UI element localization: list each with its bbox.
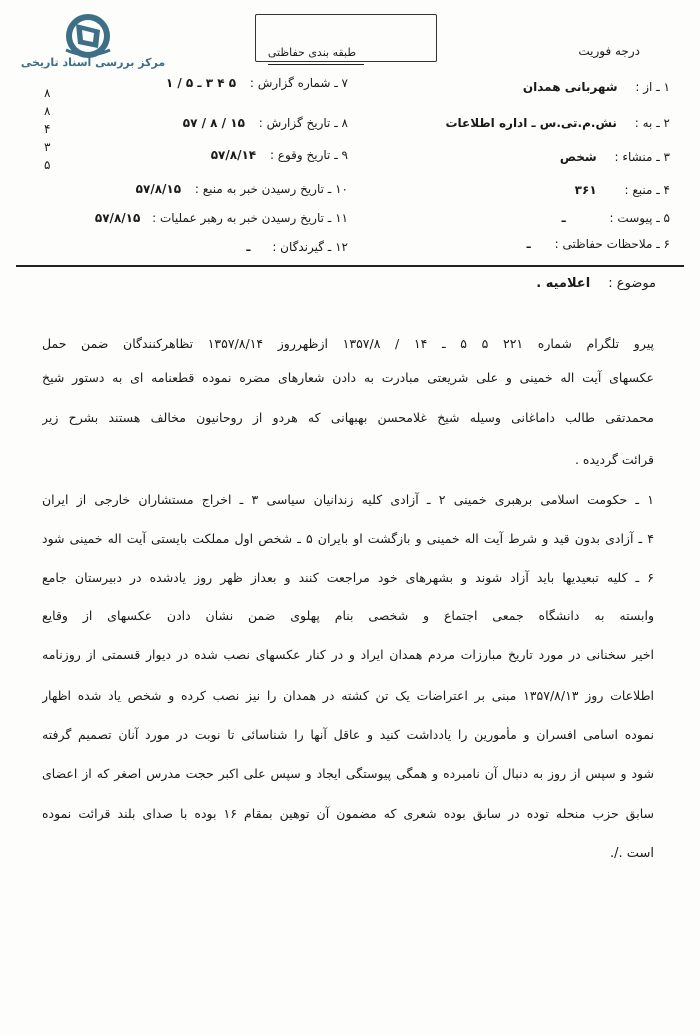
- header-divider: [16, 265, 684, 267]
- body-line: اخیر سخنانی در مورد تاریخ مبارزات مردم همدان ایراد و در کنار عکسهای نصب شده در دیوار قسمتی از روزنامه: [42, 647, 654, 662]
- field-origin: [560, 150, 670, 164]
- field-label: ۳ ـ منشاء :: [614, 150, 670, 164]
- stamp-underline: [268, 64, 364, 65]
- side-mark: ۸: [44, 86, 51, 100]
- field-label: ۱ ـ از :: [635, 80, 670, 94]
- field-value: ـ: [246, 240, 251, 254]
- field-value: ۵۷/۸/۱۵: [94, 211, 141, 225]
- field-label: ۹ ـ تاریخ وقوع :: [269, 148, 348, 162]
- field-value: نش.م.تی.س ـ اداره اطلاعات: [445, 116, 617, 130]
- body-line: عکسهای آیت اله خمینی و علی شریعتی مبادرت به دادن شعارهای مضره نموده قطعنامه ای به دستور شیخ: [42, 370, 654, 385]
- body-line: شود و سپس از روز به دنبال آن نامبرده و همگی پیوستگی ایجاد و سپس علی اکبر حجت مدرس اصغر که از اعضای: [42, 766, 654, 781]
- urgency-label: درجه فوریت: [578, 44, 640, 58]
- subject-line: [536, 276, 656, 291]
- field-value: ـ: [561, 211, 566, 225]
- body-line: محمدتقی طالب داماغانی وسیله شیخ غلامحسن بهبهانی که هردو از روحانیون مخالف هستند بشرح زیر: [42, 410, 654, 425]
- side-mark: ۵: [44, 158, 51, 172]
- field-value: ۵۷/۸/۱۵: [135, 182, 182, 196]
- field-label: ۶ ـ ملاحظات حفاظتی :: [554, 237, 670, 251]
- field-value: ـ: [526, 237, 531, 251]
- body-line: ۶ ـ کلیه تبعیدیها باید آزاد شوند و بشهرهای خود مراجعت کنند و بعداز ظهر روز یادشده در دبیرستان جامع: [42, 570, 654, 585]
- side-mark: ۴: [44, 122, 51, 136]
- field-label: ۸ ـ تاریخ گزارش :: [258, 116, 348, 130]
- field-to: [445, 116, 670, 130]
- side-mark: ۸: [44, 104, 51, 118]
- field-label: ۷ ـ شماره گزارش :: [249, 76, 348, 90]
- body-line: نموده اسامی افسران و مأمورین را یادداشت کنید و عاقل آنها را شناسائی تا نوبت در مورد آنان تصمیم گرفته: [42, 727, 654, 742]
- field-event-date: [211, 148, 348, 162]
- classification-stamp-label: طبقه بندی حفاظتی: [267, 46, 357, 59]
- body-line: سابق حزب منحله توده در سابق بوده شعری که مضمون آن توهین بمقام ۱۶ بوده با صدای بلند قرائت نموده: [42, 806, 654, 821]
- field-value: ۵ ۴ ۳ ـ ۵ / ۱: [165, 76, 237, 90]
- field-report-number: [166, 76, 348, 90]
- side-mark: ۳: [44, 140, 51, 154]
- logo-caption: مرکز بررسی اسناد تاریخی: [20, 56, 166, 69]
- field-label: ۱۰ ـ تاریخ رسیدن خبر به منبع :: [194, 182, 348, 196]
- field-attachment: [562, 211, 670, 225]
- field-label: ۲ ـ به :: [634, 116, 670, 130]
- field-value: ۵۷/۸/۱۴: [210, 148, 257, 162]
- field-leader-received-date: [95, 211, 348, 225]
- body-line: ۱ ـ حکومت اسلامی برهبری خمینی ۲ ـ آزادی کلیه زندانیان سیاسی ۳ ـ اخراج مستشاران خارجی از ایران: [42, 492, 654, 507]
- field-value: شهربانی همدان: [522, 80, 618, 94]
- field-from: [523, 80, 670, 94]
- field-label: ۵ ـ پیوست :: [609, 211, 670, 225]
- subject-label: موضوع :: [608, 276, 656, 291]
- field-recipients: [246, 240, 348, 254]
- field-label: ۱۲ ـ گیرندگان :: [272, 240, 348, 254]
- field-security-notes: [527, 237, 670, 251]
- body-line: ۴ ـ آزادی بدون قید و شرط آیت اله خمینی و بازگشت او بایران ۵ ـ شخص اول مملکت بایستی آیت اله خمینی شود: [42, 531, 654, 546]
- subject-value: اعلامیه .: [536, 276, 591, 291]
- field-value: ۳۶۱: [574, 183, 597, 197]
- field-report-date: [183, 116, 348, 130]
- field-source: [575, 183, 670, 197]
- field-value: شخص: [559, 150, 597, 164]
- body-line: اطلاعات روز ۱۳۵۷/۸/۱۳ مبنی بر اعتراضات یک تن کشته در همدان را نیز نصب کرده و شخص یاد شده اظهار: [42, 688, 654, 703]
- field-value: ۱۵ / ۸ / ۵۷: [182, 116, 245, 130]
- field-label: ۴ ـ منبع :: [624, 183, 670, 197]
- body-line: پیرو تلگرام شماره ۲۲۱ ۵ ۵ ـ ۱۴ / ۱۳۵۷/۸ ازظهرروز ۱۳۵۷/۸/۱۴ تظاهرکنندگان ضمن حمل: [42, 336, 654, 351]
- body-line: قرائت گردیده .: [574, 452, 654, 467]
- field-source-received-date: [136, 182, 348, 196]
- field-label: ۱۱ ـ تاریخ رسیدن خبر به رهبر عملیات :: [152, 211, 348, 225]
- closing-text: است ./.: [609, 846, 654, 861]
- body-line: وابسته به دانشگاه جمعی اجتماع و شخصی بنام پهلوی ضمن نشان دادن عکسهای از وقایع: [42, 608, 654, 623]
